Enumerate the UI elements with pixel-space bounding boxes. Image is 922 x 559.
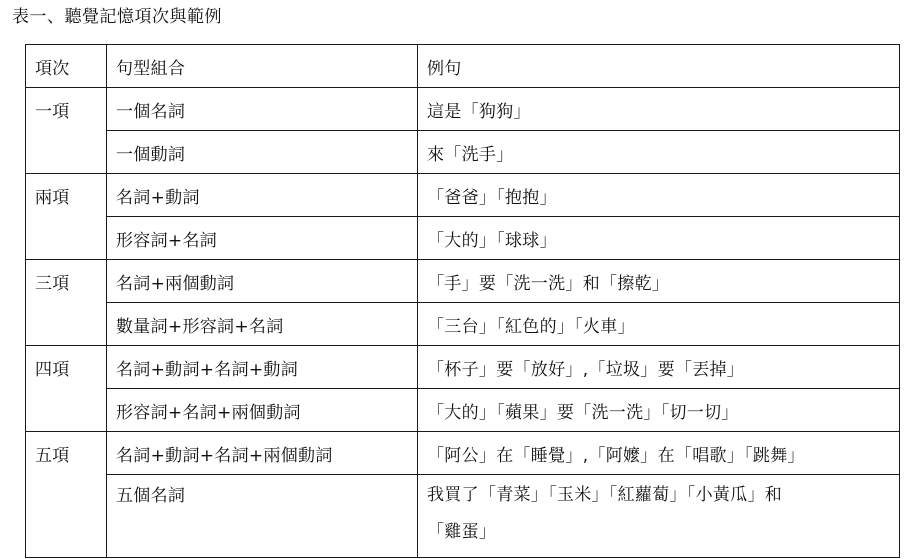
- example-cell: 「三台」「紅色的」「火車」: [418, 303, 900, 346]
- table-row: [26, 260, 900, 303]
- example-line: 我買了「青菜」「玉米」「紅蘿蔔」「小黃瓜」和: [427, 485, 783, 505]
- level-cell: 兩項: [26, 174, 107, 260]
- pattern-cell: 形容詞+名詞+兩個動詞: [107, 389, 418, 432]
- table-row: [26, 174, 900, 217]
- pattern-cell: 名詞+動詞: [107, 174, 418, 217]
- pattern-cell: 名詞+兩個動詞: [107, 260, 418, 303]
- level-cell: 五項: [26, 432, 107, 558]
- pattern-cell: 名詞+動詞+名詞+動詞: [107, 346, 418, 389]
- table-row: [26, 432, 900, 475]
- pattern-cell: 一個動詞: [107, 131, 418, 174]
- example-cell: 「阿公」在「睡覺」,「阿嬤」在「唱歌」「跳舞」: [418, 432, 900, 475]
- table-row: [26, 88, 900, 131]
- level-cell: 一項: [26, 88, 107, 174]
- header-pattern: 句型組合: [107, 45, 418, 88]
- table-row: [26, 389, 900, 432]
- table-row: [26, 475, 900, 558]
- example-line: 「雞蛋」: [427, 522, 497, 542]
- table-row: [26, 346, 900, 389]
- example-cell: 來「洗手」: [418, 131, 900, 174]
- header-example: 例句: [418, 45, 900, 88]
- example-cell: 這是「狗狗」: [418, 88, 900, 131]
- example-cell: [418, 475, 900, 558]
- table-caption: 表一、聽覺記憶項次與範例: [12, 7, 222, 27]
- level-cell: 三項: [26, 260, 107, 346]
- table-header-row: [26, 45, 900, 88]
- example-cell: 「杯子」要「放好」,「垃圾」要「丟掉」: [418, 346, 900, 389]
- auditory-memory-table: [25, 44, 900, 558]
- example-cell: 「爸爸」「抱抱」: [418, 174, 900, 217]
- level-cell: 四項: [26, 346, 107, 432]
- example-cell: 「大的」「球球」: [418, 217, 900, 260]
- header-level: 項次: [26, 45, 107, 88]
- pattern-cell: 數量詞+形容詞+名詞: [107, 303, 418, 346]
- pattern-cell: 名詞+動詞+名詞+兩個動詞: [107, 432, 418, 475]
- table-row: [26, 131, 900, 174]
- pattern-cell: 形容詞+名詞: [107, 217, 418, 260]
- example-cell: 「大的」「蘋果」要「洗一洗」「切一切」: [418, 389, 900, 432]
- table-row: [26, 217, 900, 260]
- pattern-cell: 一個名詞: [107, 88, 418, 131]
- example-cell: 「手」要「洗一洗」和「擦乾」: [418, 260, 900, 303]
- pattern-cell: 五個名詞: [107, 475, 418, 558]
- table-row: [26, 303, 900, 346]
